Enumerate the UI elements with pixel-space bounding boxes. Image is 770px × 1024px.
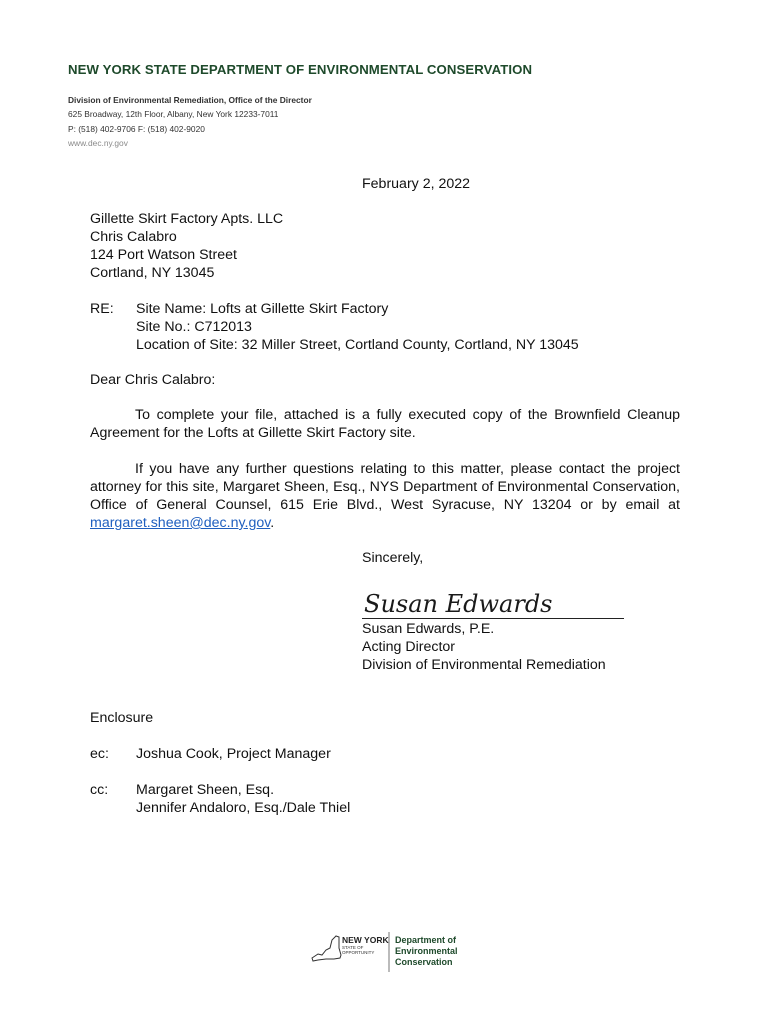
paragraph-end: .	[270, 515, 275, 531]
signature-line	[362, 618, 624, 619]
salutation: Dear Chris Calabro:	[90, 372, 216, 388]
re-line: Site No.: C712013	[136, 319, 252, 335]
ec-label: ec:	[90, 746, 109, 762]
agency-address: 625 Broadway, 12th Floor, Albany, New York 12233-7011	[68, 109, 279, 119]
recipient-line: Cortland, NY 13045	[90, 265, 215, 281]
ec-line: Joshua Cook, Project Manager	[136, 746, 331, 762]
re-line: Site Name: Lofts at Gillette Skirt Factory	[136, 301, 389, 317]
dec-line: Department of	[395, 935, 457, 945]
closing: Sincerely,	[362, 550, 424, 566]
re-label: RE:	[90, 301, 114, 317]
ny-state-outline-icon	[312, 936, 341, 961]
recipient-line: 124 Port Watson Street	[90, 247, 237, 263]
division-name: Division of Environmental Remediation, Office of the Director	[68, 95, 312, 105]
ny-state-sub: OPPORTUNITY	[342, 950, 375, 955]
signature-text: Susan Edwards	[364, 590, 553, 618]
email-link[interactable]: margaret.sheen@dec.ny.gov	[90, 515, 271, 531]
ny-state-text: NEW YORK	[342, 935, 389, 945]
paragraph-text: To complete your file, attached is a fully executed copy of the Brownfield Cleanup Agreement for the Lofts at Gillette Skirt Factory site.	[90, 407, 680, 441]
enclosure-note: Enclosure	[90, 710, 154, 726]
body-paragraph	[90, 406, 680, 442]
recipient-line: Chris Calabro	[90, 229, 177, 245]
ny-state-sub: STATE OF	[342, 945, 364, 950]
cc-line: Jennifer Andaloro, Esq./Dale Thiel	[136, 800, 351, 816]
cc-line: Margaret Sheen, Esq.	[136, 782, 275, 798]
agency-name: NEW YORK STATE DEPARTMENT OF ENVIRONMENTAL CONSERVATION	[68, 62, 533, 77]
paragraph-text: If you have any further questions relating to this matter, please contact the project attorney for this site, Margaret Sheen, Esq., NYS Department of Environmental Conservation, Office of General Counsel, 615 Erie Blvd., West Syracuse, NY 13204 or by email at	[90, 461, 680, 513]
signer-name: Susan Edwards, P.E.	[362, 621, 495, 637]
re-line: Location of Site: 32 Miller Street, Cortland County, Cortland, NY 13045	[136, 337, 579, 353]
cc-label: cc:	[90, 782, 109, 798]
signer-division: Division of Environmental Remediation	[362, 657, 606, 673]
agency-phone: P: (518) 402-9706 F: (518) 402-9020	[68, 124, 205, 134]
letter-date: February 2, 2022	[362, 176, 471, 192]
dec-line: Conservation	[395, 957, 453, 967]
agency-website[interactable]: www.dec.ny.gov	[68, 138, 128, 148]
footer-logo	[308, 928, 468, 974]
body-paragraph	[90, 460, 680, 532]
signer-title: Acting Director	[362, 639, 456, 655]
recipient-line: Gillette Skirt Factory Apts. LLC	[90, 211, 284, 227]
dec-line: Environmental	[395, 946, 458, 956]
